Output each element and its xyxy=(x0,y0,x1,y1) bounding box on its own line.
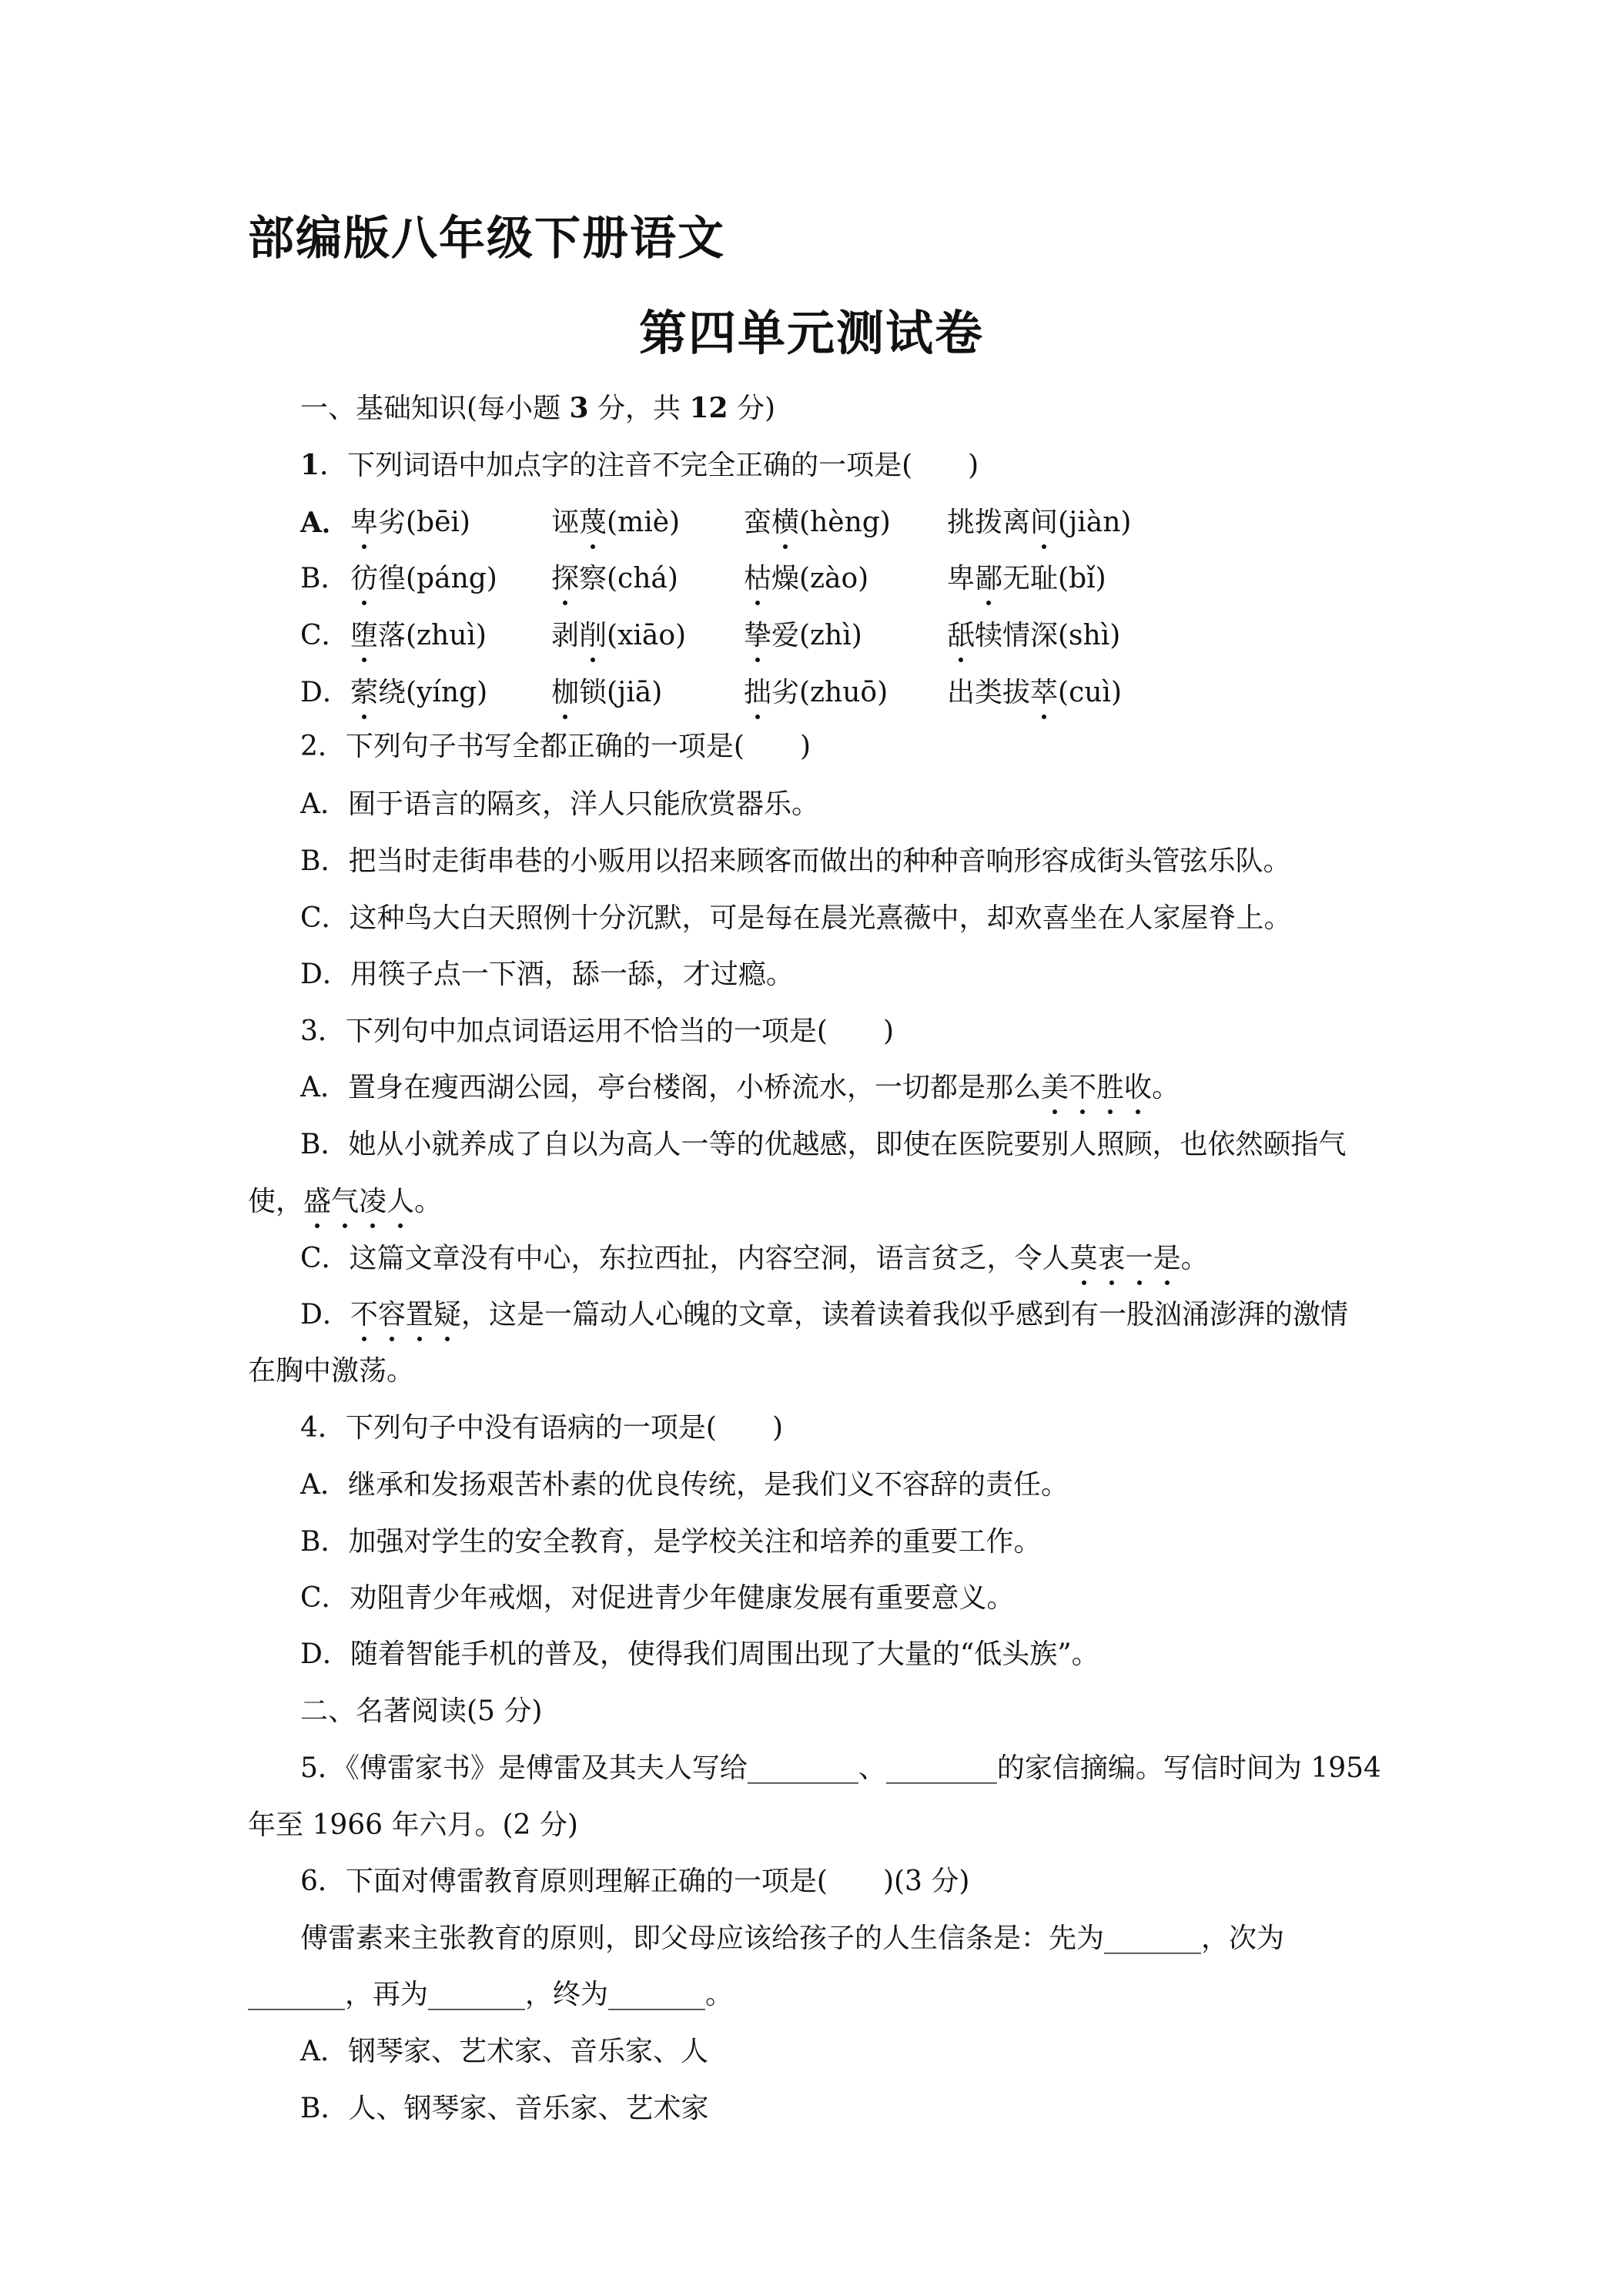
question-1-option-d xyxy=(300,674,1122,711)
question-2-option-a: A．囿于语言的隔亥，洋人只能欣赏器乐。 xyxy=(300,788,819,820)
question-5-line-2: 年至 1966 年六月。(2 分) xyxy=(248,1809,578,1841)
dotted-char: 舐 xyxy=(947,618,975,654)
section-heading: 一、基础知识(每小题 3 分，共 12 分) xyxy=(300,392,776,424)
dotted-word xyxy=(1070,1243,1181,1274)
dotted-char: 削 xyxy=(579,618,607,654)
dotted-char: 置 xyxy=(406,1297,433,1334)
dotted-word xyxy=(303,1186,414,1217)
word-item: 剥削(xiāo) xyxy=(551,618,686,654)
word-item: 彷徨(páng) xyxy=(350,561,497,597)
dotted-char: 枯 xyxy=(744,561,771,597)
document-subtitle: 第四单元测试卷 xyxy=(639,305,985,361)
word-item: 蛮横(hèng) xyxy=(744,504,891,541)
question-4-stem: 4．下列句子中没有语病的一项是( ) xyxy=(300,1412,783,1444)
question-3-option-d-cont: 在胸中激荡。 xyxy=(248,1355,415,1387)
question-3-option-b: B．她从小就养成了自以为高人一等的优越感，即使在医院要别人照顾，也依然颐指气 xyxy=(300,1129,1347,1160)
question-4-option-c: C．劝阻青少年戒烟，对促进青少年健康发展有重要意义。 xyxy=(300,1582,1015,1614)
option-letter: C． xyxy=(300,620,350,651)
dotted-char: 彷 xyxy=(350,561,378,597)
question-2-option-b: B．把当时走街串巷的小贩用以招来顾客而做出的种种音响形容成街头管弦乐队。 xyxy=(300,845,1291,877)
question-1-option-c xyxy=(300,618,1121,654)
word-item: 挚爱(zhì) xyxy=(744,618,862,654)
question-5-line-1: 5．《傅雷家书》是傅雷及其夫人写给________、________的家信摘编。写信时间为 1954 xyxy=(300,1752,1381,1784)
question-4-option-b: B．加强对学生的安全教育，是学校关注和培养的重要工作。 xyxy=(300,1526,1042,1558)
word-item: 枯燥(zào) xyxy=(744,561,868,597)
option-letter: D． xyxy=(300,677,350,708)
dotted-char: 挚 xyxy=(744,618,771,654)
dotted-char: 人 xyxy=(387,1183,414,1220)
dotted-word xyxy=(1041,1072,1152,1103)
question-3-stem: 3．下列句中加点词语运用不恰当的一项是( ) xyxy=(300,1016,894,1047)
dotted-char: 萃 xyxy=(1030,674,1058,711)
word-item: 出类拔萃(cuì) xyxy=(947,674,1122,711)
dotted-char: 拙 xyxy=(744,674,771,711)
dotted-char: 探 xyxy=(551,561,579,597)
word-item: 萦绕(yíng) xyxy=(350,674,487,711)
question-2-option-d: D．用筷子点一下酒，舔一舔，才过瘾。 xyxy=(300,959,794,990)
question-4-option-d: D．随着智能手机的普及，使得我们周围出现了大量的“低头族”。 xyxy=(300,1638,1099,1670)
word-item: 诬蔑(miè) xyxy=(551,504,680,541)
word-item: 卑劣(bēi) xyxy=(350,504,470,541)
dotted-char: 收 xyxy=(1124,1069,1152,1106)
word-item: 挑拨离间(jiàn) xyxy=(947,504,1131,541)
option-letter: A． xyxy=(300,507,350,539)
question-3-option-d: D．不容置疑，这是一篇动人心魄的文章，读着读着我似乎感到有一股汹涌澎湃的激情 xyxy=(300,1297,1348,1334)
document-title: 部编版八年级下册语文 xyxy=(248,212,725,266)
dotted-char: 不 xyxy=(350,1297,378,1334)
question-6-text-line-2: _______，再为_______，终为_______。 xyxy=(248,1979,734,2010)
dotted-char: 莫 xyxy=(1070,1240,1098,1277)
question-6-stem: 6．下面对傅雷教育原则理解正确的一项是( )(3 分) xyxy=(300,1866,970,1897)
word-item: 探察(chá) xyxy=(551,561,678,597)
section-heading-2: 二、名著阅读(5 分) xyxy=(300,1695,543,1727)
question-6-text-line-1: 傅雷素来主张教育的原则，即父母应该给孩子的人生信条是：先为_______，次为 xyxy=(300,1923,1285,1954)
option-letter: B． xyxy=(300,563,349,594)
dotted-char: 卑 xyxy=(350,504,378,541)
question-3-option-a: A．置身在瘦西湖公园，亭台楼阁，小桥流水，一切都是那么美不胜收。 xyxy=(300,1069,1180,1106)
question-4-option-a: A．继承和发扬艰苦朴素的优良传统，是我们义不容辞的责任。 xyxy=(300,1469,1069,1501)
word-item: 拙劣(zhuō) xyxy=(744,674,888,711)
dotted-word xyxy=(350,1299,461,1330)
question-6-option-a: A．钢琴家、艺术家、音乐家、人 xyxy=(300,2036,708,2067)
dotted-char: 堕 xyxy=(350,618,378,654)
dotted-char: 凌 xyxy=(359,1183,387,1220)
dotted-char: 是 xyxy=(1153,1240,1181,1277)
dotted-char: 间 xyxy=(1030,504,1058,541)
question-1-option-a xyxy=(300,504,1132,542)
dotted-char: 横 xyxy=(771,504,799,541)
dotted-char: 盛 xyxy=(303,1183,331,1220)
dotted-char: 美 xyxy=(1041,1069,1069,1106)
dotted-char: 蔑 xyxy=(579,504,607,541)
word-item: 堕落(zhuì) xyxy=(350,618,487,654)
dotted-char: 萦 xyxy=(350,674,378,711)
question-1-option-b xyxy=(300,561,1106,597)
dotted-char: 鄙 xyxy=(975,561,1002,597)
question-3-option-c: C．这篇文章没有中心，东拉西扯，内容空洞，语言贫乏，令人莫衷一是。 xyxy=(300,1240,1209,1277)
question-2-option-c: C．这种鸟大白天照例十分沉默，可是每在晨光熹薇中，却欢喜坐在人家屋脊上。 xyxy=(300,902,1292,934)
question-6-option-b: B．人、钢琴家、音乐家、艺术家 xyxy=(300,2093,709,2124)
dotted-char: 容 xyxy=(378,1297,406,1334)
dotted-char: 气 xyxy=(331,1183,359,1220)
dotted-char: 衷 xyxy=(1098,1240,1126,1277)
dotted-char: 枷 xyxy=(551,674,579,711)
dotted-char: 胜 xyxy=(1096,1069,1124,1106)
word-item: 枷锁(jiā) xyxy=(551,674,662,711)
word-item: 舐犊情深(shì) xyxy=(947,618,1120,654)
question-1-stem: 1．下列词语中加点字的注音不完全正确的一项是( ) xyxy=(300,449,979,481)
question-2-stem: 2．下列句子书写全都正确的一项是( ) xyxy=(300,731,811,762)
dotted-char: 疑 xyxy=(433,1297,461,1334)
dotted-char: 一 xyxy=(1126,1240,1153,1277)
question-3-option-b-cont: 使，盛气凌人。 xyxy=(248,1183,442,1220)
dotted-char: 不 xyxy=(1069,1069,1096,1106)
word-item: 卑鄙无耻(bǐ) xyxy=(947,561,1106,597)
